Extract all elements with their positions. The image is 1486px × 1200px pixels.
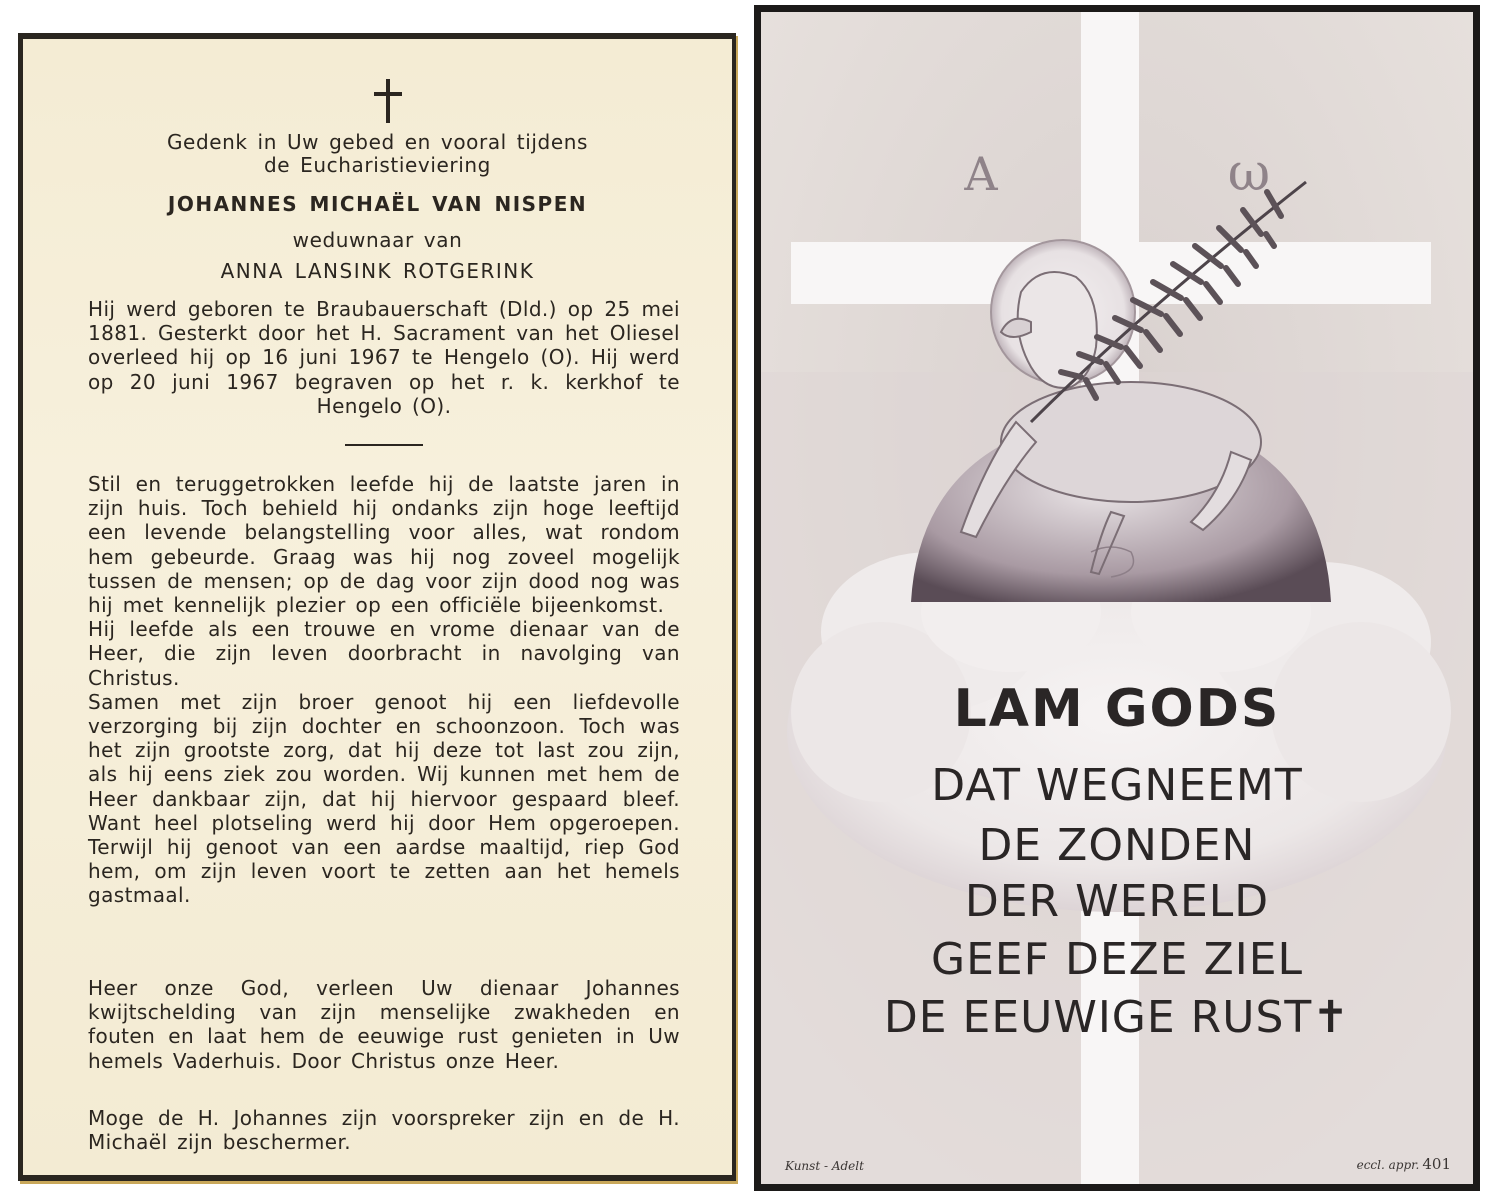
verse-line: DAT WEGNEEMT	[931, 760, 1303, 811]
deceased-name: JOHANNES MICHAËL VAN NISPEN	[167, 192, 588, 216]
card-paper	[23, 39, 732, 1175]
approval-text: eccl. appr.	[1356, 1158, 1420, 1172]
cross-icon	[371, 79, 405, 123]
prayer-paragraph: Heer onze God, verleen Uw dienaar Johannes kwijtschelding van zijn menselijke zwakheden en fouten en laat hem de eeuwige rust genieten in Uw hemels Vaderhuis. Door Christus onze Heer.	[88, 976, 680, 1073]
section-divider	[345, 444, 423, 446]
verse-line: GEEF DEZE ZIEL	[930, 934, 1304, 985]
verse-line: DE EEUWIGE RUST✝	[883, 992, 1351, 1043]
relation-text: weduwnaar van	[292, 228, 463, 252]
memoir-paragraph: Stil en teruggetrokken leefde hij de laatste jaren in zijn huis. Toch behield hij ondanks zijn hoge leeftijd een levende belangstelling voor alles, wat rondom hem gebeurde. Graag was hij nog zoveel mogelijk tussen de mensen; op de dag voor zijn dood nog was hij met kennelijk plezier op een officiële bijeenkomst.	[88, 472, 680, 618]
memorial-card-text-side	[18, 33, 736, 1181]
artist-credit: Kunst - Adelt	[785, 1159, 864, 1173]
approval-note	[1357, 1155, 1451, 1173]
biography-paragraph: Hij werd geboren te Braubauerschaft (Dld.) op 25 mei 1881. Gesterkt door het H. Sacrament van het Oliesel overleed hij op 16 juni 1967 te Hengelo (O). Hij werd op 20 juni 1967 begraven op het r. k. kerkhof te Hengelo (O).	[88, 297, 680, 418]
memoir-section	[88, 472, 680, 908]
intro-line-2: de Eucharistieviering	[264, 153, 491, 177]
approval-number: 401	[1422, 1155, 1451, 1173]
memorial-card-image-side	[754, 5, 1480, 1191]
spouse-name: ANNA LANSINK ROTGERINK	[220, 259, 535, 283]
memoir-paragraph: Hij leefde als een trouwe en vrome dienaar van de Heer, die zijn leven doorbracht in navolging van Christus.	[88, 617, 680, 690]
alpha-icon: A	[964, 147, 998, 201]
memoir-paragraph: Samen met zijn broer genoot hij een liefdevolle verzorging bij zijn dochter en schoonzoon. Toch was het zijn grootste zorg, dat hij deze tot last zou zijn, als hij eens ziek zou worden. Wij kunnen met hem de Heer dankbaar zijn, dat hij hiervoor gespaard bleef. Want heel plotseling werd hij door Hem opgeroepen. Terwijl hij genoot van een aardse maaltijd, riep God hem, om zijn leven voort te zetten aan het hemels gastmaal.	[88, 689, 680, 908]
verse-title: LAM GODS	[953, 679, 1281, 739]
verse-line: DER WERELD	[964, 876, 1270, 927]
omega-icon: ω	[1227, 143, 1271, 203]
closing-paragraph: Moge de H. Johannes zijn voorspreker zijn en de H. Michaël zijn beschermer.	[88, 1106, 680, 1155]
intro-line-1: Gedenk in Uw gebed en vooral tijdens	[166, 130, 589, 154]
verse-line: DE ZONDEN	[978, 820, 1256, 871]
